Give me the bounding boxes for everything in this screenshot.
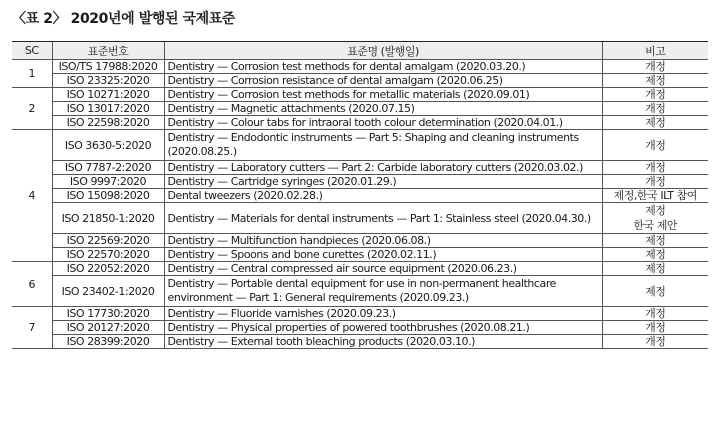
header-note: 비고	[602, 42, 708, 60]
standard-name: Dentistry — Laboratory cutters — Part 2: Carbide laboratory cutters (2020.03.02.)	[164, 161, 602, 175]
standard-number: ISO 9997:2020	[52, 175, 164, 189]
sc-cell: 7	[12, 307, 52, 349]
note-cell: 개정	[602, 88, 708, 102]
table-row	[12, 60, 708, 74]
table-row	[12, 88, 708, 102]
standards-table	[12, 41, 708, 349]
note-cell: 개정	[602, 60, 708, 74]
standard-name: Dentistry — External tooth bleaching products (2020.03.10.)	[164, 335, 602, 349]
table-row	[12, 248, 708, 262]
standard-number: ISO 23325:2020	[52, 74, 164, 88]
standard-name: Dentistry — Physical properties of powered toothbrushes (2020.08.21.)	[164, 321, 602, 335]
header-row	[12, 42, 708, 60]
table-row	[12, 161, 708, 175]
standard-number: ISO 22052:2020	[52, 262, 164, 276]
standard-name: Dentistry — Colour tabs for intraoral tooth colour determination (2020.04.01.)	[164, 116, 602, 130]
header-sc: SC	[12, 42, 52, 60]
note-cell: 개정	[602, 335, 708, 349]
standard-name: Dentistry — Central compressed air source equipment (2020.06.23.)	[164, 262, 602, 276]
standard-number: ISO 10271:2020	[52, 88, 164, 102]
standard-number: ISO 17730:2020	[52, 307, 164, 321]
standard-number: ISO 20127:2020	[52, 321, 164, 335]
sc-cell: 2	[12, 88, 52, 130]
table-row	[12, 203, 708, 234]
note-cell: 개정	[602, 130, 708, 161]
table-row	[12, 276, 708, 307]
note-cell: 제정	[602, 116, 708, 130]
standard-name: Dentistry — Multifunction handpieces (2020.06.08.)	[164, 234, 602, 248]
standard-number: ISO 21850-1:2020	[52, 203, 164, 234]
note-cell: 제정	[602, 248, 708, 262]
table-row	[12, 335, 708, 349]
standard-name: Dentistry — Magnetic attachments (2020.07.15)	[164, 102, 602, 116]
standard-number: ISO 3630-5:2020	[52, 130, 164, 161]
standard-name: Dentistry — Corrosion test methods for metallic materials (2020.09.01)	[164, 88, 602, 102]
header-standard-name: 표준명 (발행일)	[164, 42, 602, 60]
standard-number: ISO 23402-1:2020	[52, 276, 164, 307]
note-cell: 개정	[602, 102, 708, 116]
table-row	[12, 234, 708, 248]
standard-number: ISO 22569:2020	[52, 234, 164, 248]
note-cell: 제정	[602, 74, 708, 88]
standard-name: Dentistry — Corrosion resistance of dental amalgam (2020.06.25)	[164, 74, 602, 88]
sc-cell: 6	[12, 262, 52, 307]
standard-number: ISO/TS 17988:2020	[52, 60, 164, 74]
note-cell: 개정	[602, 175, 708, 189]
note-cell: 개정	[602, 307, 708, 321]
standard-name: Dentistry — Fluoride varnishes (2020.09.23.)	[164, 307, 602, 321]
standard-name: Dentistry — Corrosion test methods for dental amalgam (2020.03.20.)	[164, 60, 602, 74]
standard-number: ISO 15098:2020	[52, 189, 164, 203]
table-row	[12, 102, 708, 116]
standard-name: Dentistry — Endodontic instruments — Part 5: Shaping and cleaning instruments (2020.08.25.)	[164, 130, 602, 161]
standard-number: ISO 22570:2020	[52, 248, 164, 262]
standard-name: Dentistry — Materials for dental instruments — Part 1: Stainless steel (2020.04.30.)	[164, 203, 602, 234]
table-row	[12, 74, 708, 88]
standard-number: ISO 13017:2020	[52, 102, 164, 116]
note-cell: 제정,한국 ILT 참여	[602, 189, 708, 203]
table-caption: 〈표 2〉 2020년에 발행된 국제표준	[12, 11, 236, 27]
note-cell: 개정	[602, 321, 708, 335]
table-row	[12, 130, 708, 161]
note-cell: 개정	[602, 161, 708, 175]
table-row	[12, 262, 708, 276]
standard-number: ISO 7787-2:2020	[52, 161, 164, 175]
note-cell: 제정	[602, 276, 708, 307]
standard-name: Dentistry — Cartridge syringes (2020.01.29.)	[164, 175, 602, 189]
sc-cell: 4	[12, 130, 52, 262]
note-cell: 제정 한국 제안	[602, 203, 708, 234]
standard-name: Dentistry — Portable dental equipment for use in non-permanent healthcare environment — Part 1: General requirements (2020.09.23.)	[164, 276, 602, 307]
table-row	[12, 189, 708, 203]
table-row	[12, 175, 708, 189]
standard-name: Dental tweezers (2020.02.28.)	[164, 189, 602, 203]
table-row	[12, 307, 708, 321]
sc-cell: 1	[12, 60, 52, 88]
standard-number: ISO 22598:2020	[52, 116, 164, 130]
table-row	[12, 321, 708, 335]
note-cell: 제정	[602, 234, 708, 248]
header-standard-number: 표준번호	[52, 42, 164, 60]
note-cell: 제정	[602, 262, 708, 276]
table-row	[12, 116, 708, 130]
standard-number: ISO 28399:2020	[52, 335, 164, 349]
standard-name: Dentistry — Spoons and bone curettes (2020.02.11.)	[164, 248, 602, 262]
